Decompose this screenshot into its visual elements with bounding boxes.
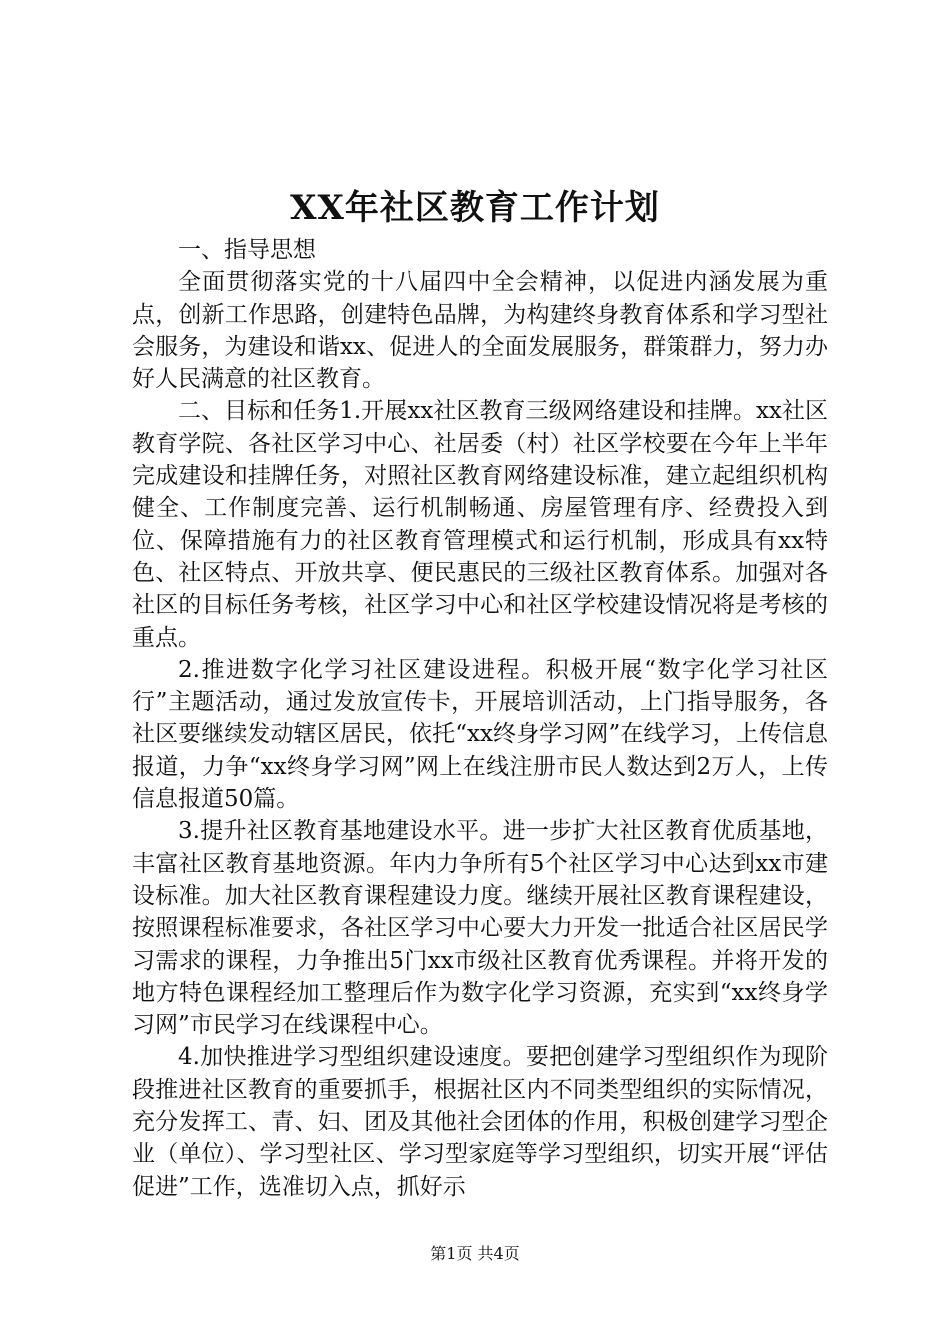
paragraph-goals-and-tasks: 二、目标和任务1.开展xx社区教育三级网络建设和挂牌。xx社区教育学院、各社区学习中心、社居委（村）社区学校要在今年上半年完成建设和挂牌任务，对照社区教育网络建设标准，建立起组织机构健全、工作制度完善、运行机制畅通、房屋管理有序、经费投入到位、保障措施有力的社区教育管理模式和运行机制，形成具有xx特色、社区特点、开放共享、便民惠民的三级社区教育体系。加强对各社区的目标任务考核，社区学习中心和社区学校建设情况将是考核的重点。 xyxy=(132,398,828,651)
section-heading-guiding-ideology: 一、指导思想 xyxy=(178,237,316,263)
paragraph-guiding-ideology: 全面贯彻落实党的十八届四中全会精神，以促进内涵发展为重点，创新工作思路，创建特色品牌，为构建终身教育体系和学习型社会服务，为建设和谐xx、促进人的全面发展服务，群策群力，努力办好人民满意的社区教育。 xyxy=(132,269,828,393)
page-footer: 第1页 共4页 xyxy=(430,1244,520,1263)
paragraph-learning-organization: 4.加快推进学习型组织建设速度。要把创建学习型组织作为现阶段推进社区教育的重要抓手，根据社区内不同类型组织的实际情况，充分发挥工、青、妇、团及其他社会团体的作用，积极创建学习型企业（单位）、学习型社区、学习型家庭等学习型组织，切实开展“评估促进”工作，选准切入点，抓好示 xyxy=(132,1044,828,1200)
document-body xyxy=(132,234,828,1203)
document-title: XX年社区教育工作计划 xyxy=(290,188,660,228)
paragraph-digital-learning: 2.推进数字化学习社区建设进程。积极开展“数字化学习社区行”主题活动，通过发放宣传卡，开展培训活动，上门指导服务，各社区要继续发动辖区居民，依托“xx终身学习网”在线学习，上传信息报道，力争“xx终身学习网”网上在线注册市民人数达到2万人，上传信息报道50篇。 xyxy=(132,656,828,813)
paragraph-education-base: 3.提升社区教育基地建设水平。进一步扩大社区教育优质基地，丰富社区教育基地资源。年内力争所有5个社区学习中心达到xx市建设标准。加大社区教育课程建设力度。继续开展社区教育课程建设，按照课程标准要求，各社区学习中心要大力开发一批适合社区居民学习需求的课程，力争推出5门xx市级社区教育优秀课程。并将开发的地方特色课程经加工整理后作为数字化学习资源，充实到“xx终身学习网”市民学习在线课程中心。 xyxy=(132,818,828,1039)
